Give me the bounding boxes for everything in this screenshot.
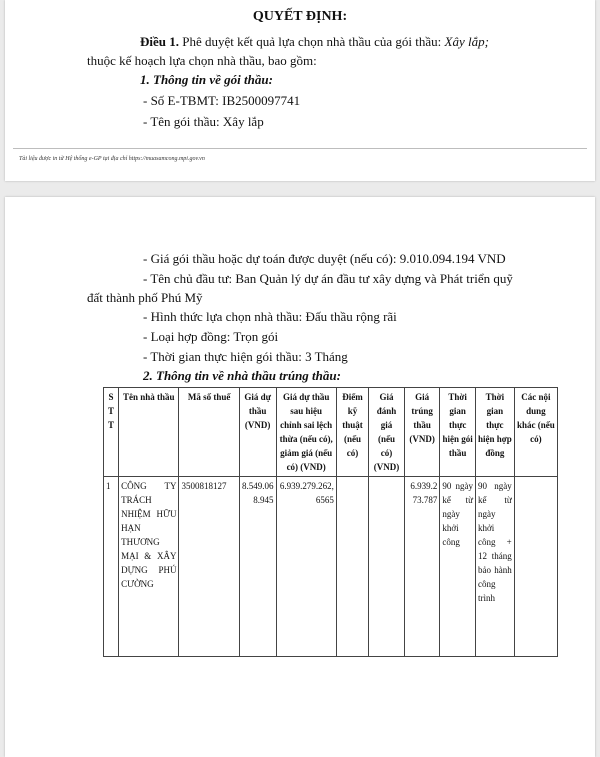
article-text: Phê duyệt kết quả lựa chọn nhà thầu của gói thầu: [179, 34, 445, 49]
header-contract-duration: Thời gian thực hiện hợp đồng [475, 388, 514, 477]
header-eval-price: Giá đánh giá (nếu có) (VND) [369, 388, 405, 477]
header-win-price: Giá trúng thầu (VND) [404, 388, 440, 477]
investor-line-2: đất thành phố Phú Mỹ [87, 290, 203, 305]
cell-adjusted-price: 6.939.279.262,6565 [276, 477, 336, 657]
investor-line-1: - Tên chủ đầu tư: Ban Quản lý dự án đầu tư xây dựng và Phát triển quỹ [143, 271, 513, 286]
article-continuation: thuộc kế hoạch lựa chọn nhà thầu, bao gồm: [87, 53, 317, 68]
cell-win-price: 6.939.273.787 [404, 477, 440, 657]
winning-bidder-table [103, 387, 558, 657]
header-bid-price: Giá dự thầu (VND) [239, 388, 276, 477]
section-2-heading: 2. Thông tin về nhà thầu trúng thầu: [143, 368, 341, 383]
cell-tax-code: 3500818127 [179, 477, 239, 657]
selection-method: - Hình thức lựa chọn nhà thầu: Đấu thầu rộng rãi [143, 309, 397, 324]
etbmt-number: - Số E-TBMT: IB2500097741 [143, 93, 301, 108]
header-tech-score: Điểm kỹ thuật (nếu có) [336, 388, 368, 477]
contract-type: - Loại hợp đồng: Trọn gói [143, 329, 279, 344]
header-bidder-name: Tên nhà thầu [119, 388, 179, 477]
header-adjusted-price: Giá dự thầu sau hiệu chỉnh sai lệch thừa (nếu có), giảm giá (nếu có) (VND) [276, 388, 336, 477]
article-label: Điều 1. [140, 34, 179, 49]
section-1-heading: 1. Thông tin về gói thầu: [140, 72, 273, 87]
package-price: - Giá gói thầu hoặc dự toán được duyệt (nếu có): 9.010.094.194 VND [143, 251, 506, 266]
package-name: - Tên gói thầu: Xây lắp [143, 114, 264, 129]
article-1 [140, 34, 489, 50]
document-page-2 [5, 197, 595, 757]
cell-package-duration: 90 ngày kể từ ngày khởi công [440, 477, 476, 657]
package-duration: - Thời gian thực hiện gói thầu: 3 Tháng [143, 349, 348, 364]
cell-stt: 1 [104, 477, 119, 657]
document-page-1 [5, 0, 595, 181]
header-other: Các nội dung khác (nếu có) [514, 388, 557, 477]
cell-bidder-name: CÔNG TY TRÁCH NHIỆM HỮU HẠN THƯƠNG MẠI & XÂY DỰNG PHÚ CƯỜNG [119, 477, 179, 657]
cell-contract-duration: 90 ngày kể từ ngày khởi công + 12 tháng bảo hành công trình [475, 477, 514, 657]
article-package: Xây lắp; [444, 34, 489, 49]
cell-tech-score [336, 477, 368, 657]
footer-divider [13, 148, 587, 149]
header-stt: S T T [104, 388, 119, 477]
header-tax-code: Mã số thuế [179, 388, 239, 477]
cell-bid-price: 8.549.068.945 [239, 477, 276, 657]
table-row [104, 477, 558, 657]
egp-footer-note: Tài liệu được in từ Hệ thống e-GP tại địa chỉ https://muasamcong.mpi.gov.vn [19, 156, 205, 162]
cell-other [514, 477, 557, 657]
table-header-row [104, 388, 558, 477]
cell-eval-price [369, 477, 405, 657]
header-package-duration: Thời gian thực hiện gói thầu [440, 388, 476, 477]
decision-title: QUYẾT ĐỊNH: [252, 9, 348, 24]
